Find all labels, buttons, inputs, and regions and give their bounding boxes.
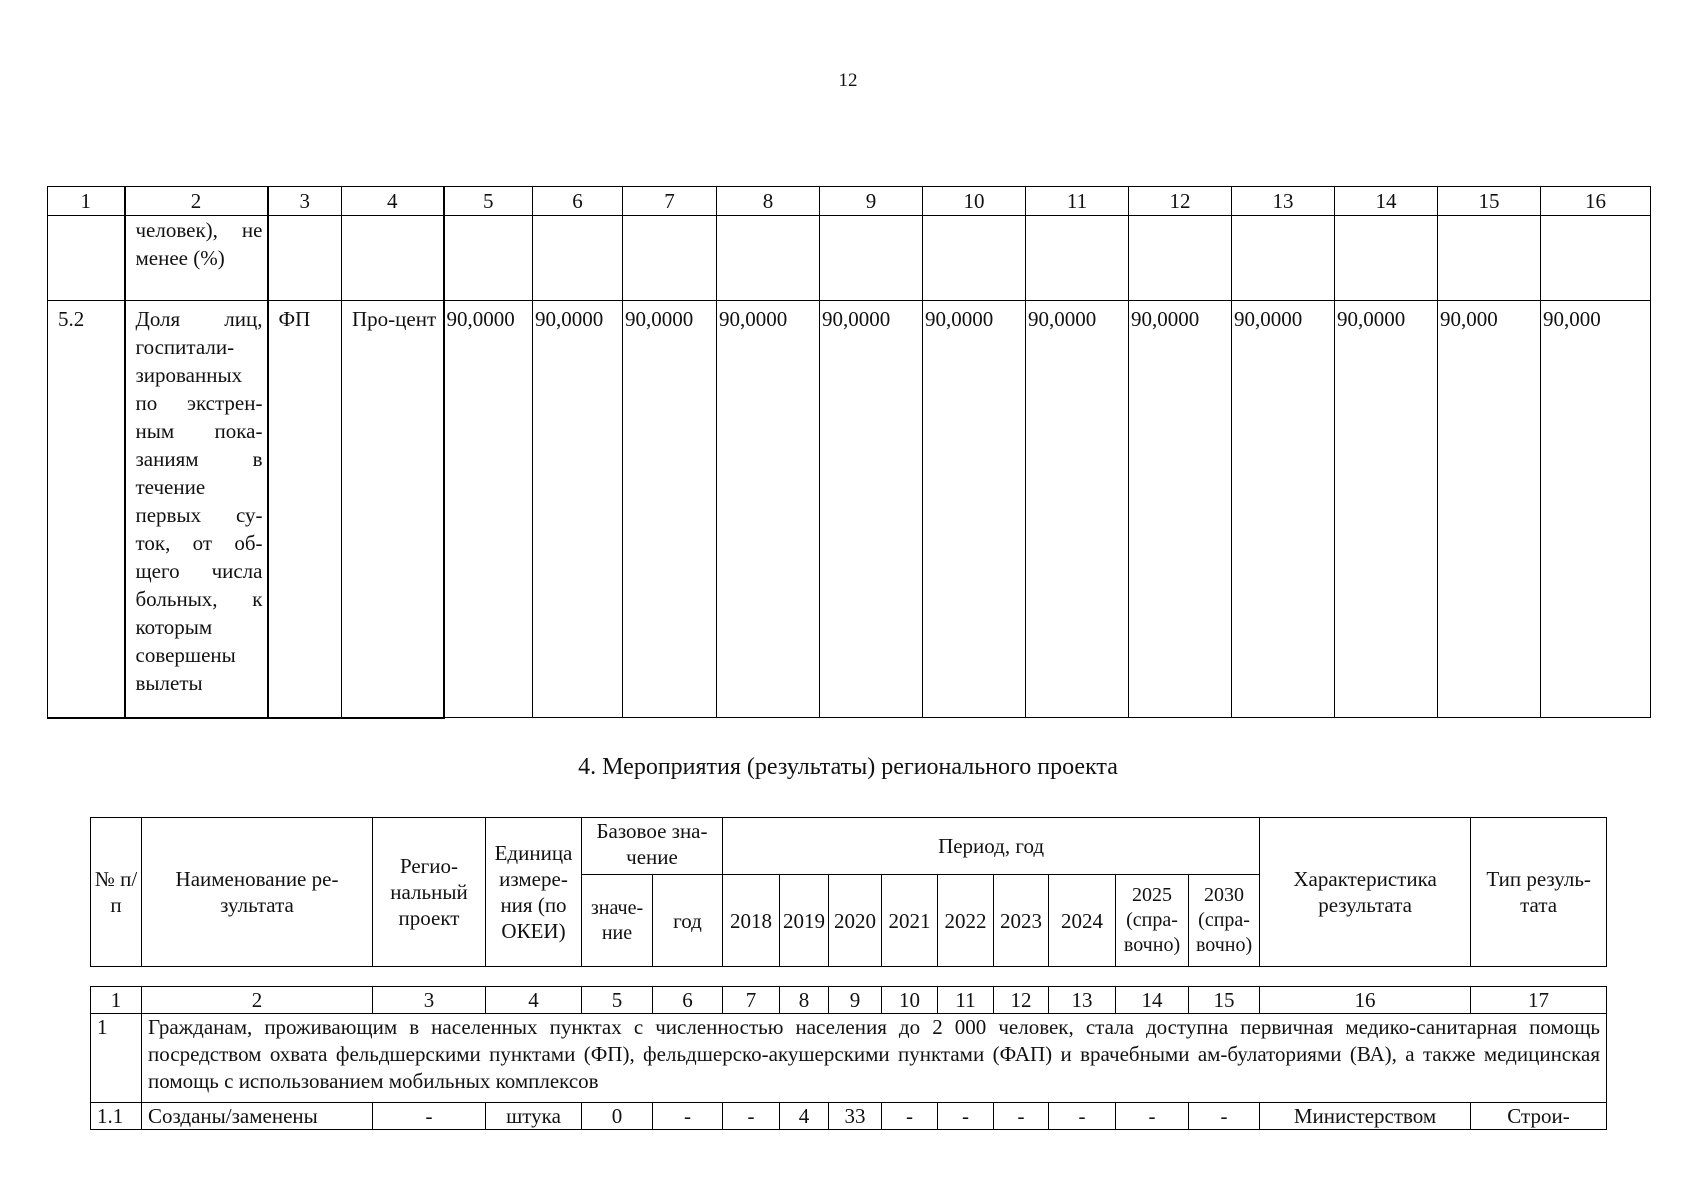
continuation-text: человек), не менее (%)	[125, 216, 268, 301]
header-cell: 6	[533, 187, 623, 216]
result-base-year: -	[653, 1103, 723, 1130]
empty-cell	[1438, 216, 1541, 301]
period-header: Период, год	[723, 818, 1260, 875]
indicator-value: 90,0000	[623, 301, 717, 718]
header-cell: 16	[1541, 187, 1651, 216]
base-year-header: год	[653, 875, 723, 967]
header-cell: 11	[938, 987, 994, 1014]
year-header: 2020	[829, 875, 882, 967]
base-value-header: значе-ние	[582, 875, 653, 967]
section-title: 4. Мероприятия (результаты) регионального проекта	[578, 754, 1118, 780]
result-year-value: 4	[780, 1103, 829, 1130]
indicator-value: 90,0000	[1335, 301, 1438, 718]
year-header: 2025 (спра-вочно)	[1116, 875, 1189, 967]
header-cell: 7	[723, 987, 780, 1014]
year-header: 2022	[938, 875, 994, 967]
empty-cell	[444, 216, 533, 301]
header-cell: 2	[142, 987, 373, 1014]
result-base-value: 0	[582, 1103, 653, 1130]
num-header: № п/п	[91, 818, 142, 967]
results-number-row	[91, 987, 1607, 1014]
page-number: 12	[838, 70, 858, 91]
indicator-value: 90,000	[1541, 301, 1651, 718]
header-cell: 1	[48, 187, 125, 216]
header-cell: 14	[1116, 987, 1189, 1014]
header-cell: 15	[1438, 187, 1541, 216]
indicator-value: 90,0000	[1232, 301, 1335, 718]
result-year-value: -	[723, 1103, 780, 1130]
empty-cell	[533, 216, 623, 301]
result-year-value: -	[994, 1103, 1049, 1130]
header-cell: 8	[780, 987, 829, 1014]
header-cell: 4	[486, 987, 582, 1014]
row-number: 5.2	[48, 301, 125, 718]
header-cell: 6	[653, 987, 723, 1014]
table-row	[48, 216, 1651, 301]
header-cell: 1	[91, 987, 142, 1014]
header-cell: 10	[923, 187, 1026, 216]
indicator-project: ФП	[268, 301, 342, 718]
type-header: Тип резуль-тата	[1471, 818, 1607, 967]
year-header: 2019	[780, 875, 829, 967]
empty-cell	[820, 216, 923, 301]
result-year-value: -	[882, 1103, 938, 1130]
project-header: Регио-нальный проект	[373, 818, 486, 967]
empty-cell	[623, 216, 717, 301]
result-project: -	[373, 1103, 486, 1130]
result-characteristic: Министерством	[1260, 1103, 1471, 1130]
header-cell: 2	[125, 187, 268, 216]
indicator-unit: Про-цент	[342, 301, 444, 718]
year-header: 2024	[1049, 875, 1116, 967]
header-cell: 12	[1129, 187, 1232, 216]
characteristic-header: Характеристика результата	[1260, 818, 1471, 967]
header-cell: 17	[1471, 987, 1607, 1014]
base-header: Базовое зна-чение	[582, 818, 723, 875]
result-year-value: -	[938, 1103, 994, 1130]
header-cell: 5	[444, 187, 533, 216]
indicator-value: 90,0000	[820, 301, 923, 718]
indicator-value: 90,000	[1438, 301, 1541, 718]
empty-cell	[1232, 216, 1335, 301]
empty-cell	[1335, 216, 1438, 301]
table-row	[91, 1014, 1607, 1103]
indicator-value: 90,0000	[923, 301, 1026, 718]
header-cell: 5	[582, 987, 653, 1014]
header-cell: 9	[829, 987, 882, 1014]
table-row	[91, 1103, 1607, 1130]
indicator-name: Доля лиц, госпитали-зированных по экстрен-ным пока-заниям в течение первых су-ток, от об-щего числа больных, к которым совершены вылеты	[125, 301, 268, 718]
result-name: Созданы/заменены	[142, 1103, 373, 1130]
header-cell: 12	[994, 987, 1049, 1014]
name-header: Наименование ре-зультата	[142, 818, 373, 967]
indicator-value: 90,0000	[717, 301, 820, 718]
empty-cell	[1026, 216, 1129, 301]
result-year-value: 33	[829, 1103, 882, 1130]
year-header: 2030 (спра-вочно)	[1189, 875, 1260, 967]
row-number: 1	[91, 1014, 142, 1103]
empty-cell	[1541, 216, 1651, 301]
result-unit: штука	[486, 1103, 582, 1130]
header-cell: 13	[1232, 187, 1335, 216]
result-type: Строи-	[1471, 1103, 1607, 1130]
row-number: 1.1	[91, 1103, 142, 1130]
header-cell: 9	[820, 187, 923, 216]
year-header: 2018	[723, 875, 780, 967]
result-year-value: -	[1116, 1103, 1189, 1130]
table-row	[48, 301, 1651, 718]
header-cell: 13	[1049, 987, 1116, 1014]
header-cell: 8	[717, 187, 820, 216]
empty-cell	[923, 216, 1026, 301]
empty-cell	[48, 216, 125, 301]
empty-cell	[268, 216, 342, 301]
header-cell: 16	[1260, 987, 1471, 1014]
result-year-value: -	[1049, 1103, 1116, 1130]
result-goal-text: Гражданам, проживающим в населенных пунктах с численностью населения до 2 000 человек, стала доступна первичная медико-санитарная помощь посредством охвата фельдшерскими пунктами (ФП), фельдшерско-акушерскими пунктами (ФАП) и врачебными ам-булаториями (ВА), а также медицинская помощь с использованием мобильных комплексов	[142, 1014, 1607, 1103]
indicator-value: 90,0000	[444, 301, 533, 718]
empty-cell	[1129, 216, 1232, 301]
header-cell: 4	[342, 187, 444, 216]
indicators-table	[47, 186, 1651, 719]
year-header: 2021	[882, 875, 938, 967]
header-cell: 7	[623, 187, 717, 216]
results-header-table	[90, 817, 1607, 967]
header-cell: 3	[268, 187, 342, 216]
results-header-row	[91, 818, 1607, 875]
empty-cell	[342, 216, 444, 301]
indicators-header-row	[48, 187, 1651, 216]
header-cell: 3	[373, 987, 486, 1014]
header-cell: 15	[1189, 987, 1260, 1014]
header-cell: 14	[1335, 187, 1438, 216]
header-cell: 10	[882, 987, 938, 1014]
indicator-value: 90,0000	[1026, 301, 1129, 718]
unit-header: Единица измере-ния (по ОКЕИ)	[486, 818, 582, 967]
header-cell: 11	[1026, 187, 1129, 216]
results-table	[90, 986, 1607, 1130]
indicator-value: 90,0000	[1129, 301, 1232, 718]
indicator-value: 90,0000	[533, 301, 623, 718]
result-year-value: -	[1189, 1103, 1260, 1130]
empty-cell	[717, 216, 820, 301]
year-header: 2023	[994, 875, 1049, 967]
